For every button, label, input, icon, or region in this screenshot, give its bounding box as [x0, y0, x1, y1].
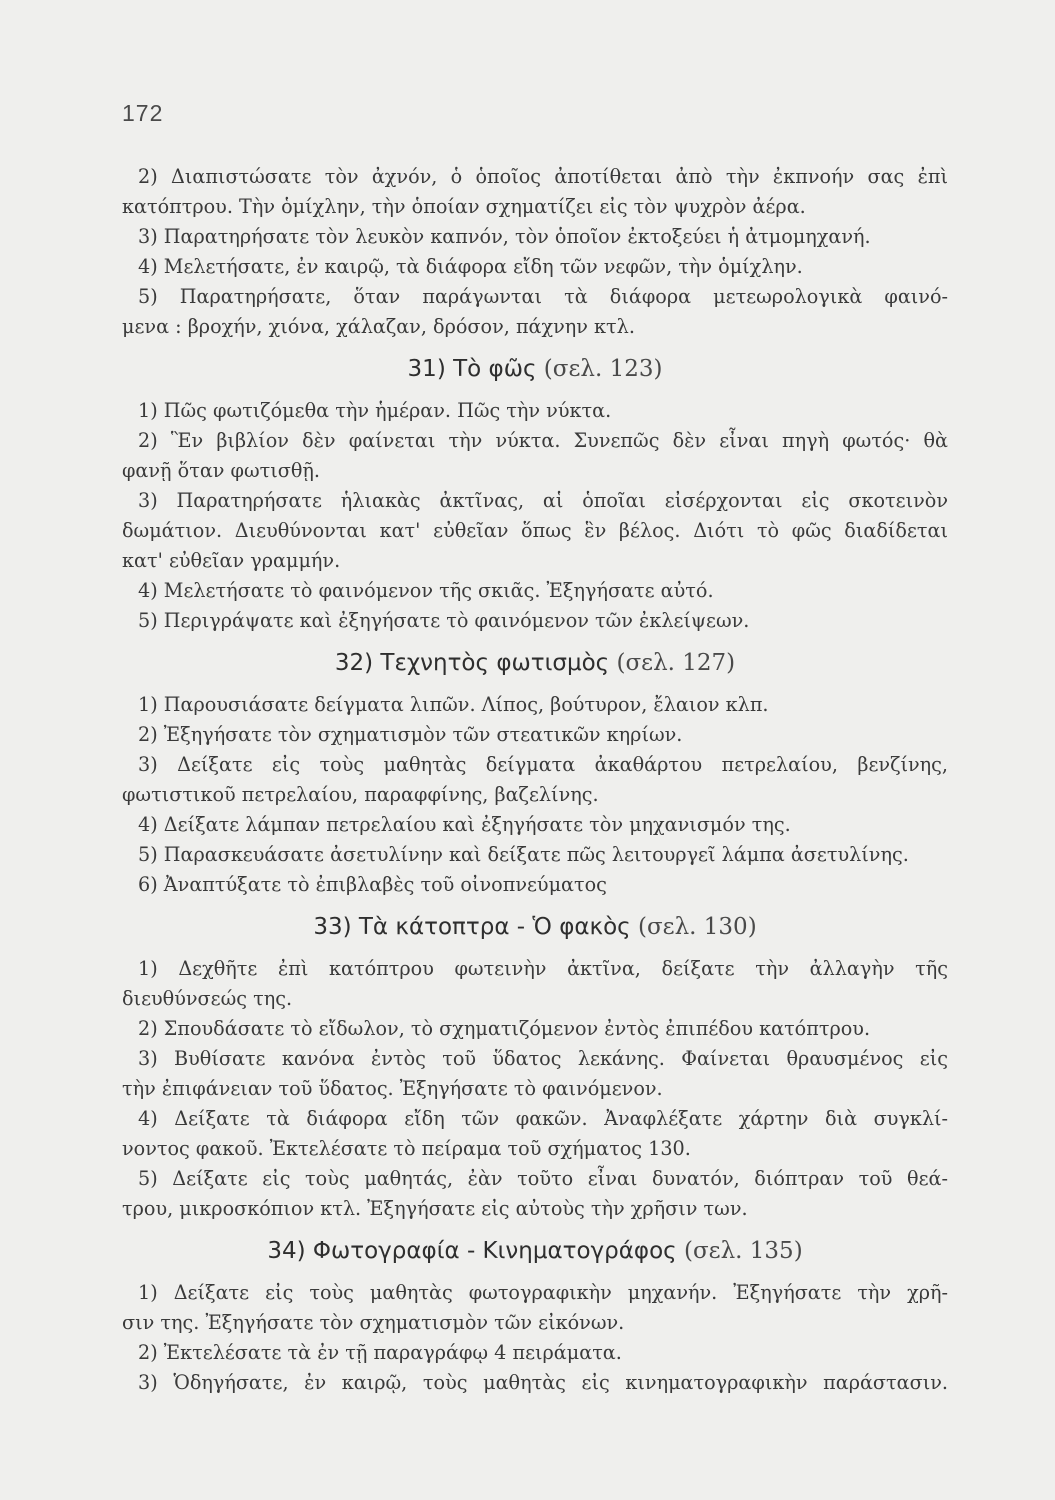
- text-line: 5) Δείξατε εἰς τοὺς μαθητάς, ἐὰν τοῦτο εἶναι δυνατόν, διόπτραν τοῦ θεά-: [138, 1167, 948, 1190]
- text-line: κατ' εὐθεῖαν γραμμήν.: [122, 549, 341, 572]
- section-heading: [122, 1236, 948, 1266]
- section-page-ref: (σελ. 127): [616, 650, 736, 676]
- section-page-ref: (σελ. 123): [543, 356, 663, 382]
- text-line: 3) Δείξατε εἰς τοὺς μαθητὰς δείγματα ἀκαθάρτου πετρελαίου, βενζίνης,: [138, 753, 948, 776]
- section-heading: [122, 912, 948, 942]
- text-line: 1) Δεχθῆτε ἐπὶ κατόπτρου φωτεινὴν ἀκτῖνα, δείξατε τὴν ἀλλαγὴν τῆς: [138, 957, 948, 980]
- text-line: διευθύνσεώς της.: [122, 987, 293, 1010]
- text-line: 3) Παρατηρήσατε τὸν λευκὸν καπνόν, τὸν ὁποῖον ἐκτοξεύει ἡ ἀτμομηχανή.: [138, 225, 871, 248]
- text-line: 6) Ἀναπτύξατε τὸ ἐπιβλαβὲς τοῦ οἰνοπνεύματος: [138, 873, 607, 896]
- text-line: 1) Πῶς φωτιζόμεθα τὴν ἡμέραν. Πῶς τὴν νύκτα.: [138, 399, 612, 422]
- text-line: κατόπτρου. Τὴν ὁμίχλην, τὴν ὁποίαν σχηματίζει εἰς τὸν ψυχρὸν ἀέρα.: [122, 195, 806, 218]
- text-line: τὴν ἐπιφάνειαν τοῦ ὕδατος. Ἐξηγήσατε τὸ φαινόμενον.: [122, 1077, 663, 1100]
- text-line: 2) Διαπιστώσατε τὸν ἀχνόν, ὁ ὁποῖος ἀποτίθεται ἀπὸ τὴν ἐκπνοήν σας ἐπὶ: [138, 165, 948, 188]
- text-line: 4) Δείξατε τὰ διάφορα εἴδη τῶν φακῶν. Ἀναφλέξατε χάρτην διὰ συγκλί-: [138, 1107, 948, 1130]
- text-line: 5) Παρατηρήσατε, ὅταν παράγωνται τὰ διάφορα μετεωρολογικὰ φαινό-: [138, 285, 948, 308]
- text-line: 3) Ὁδηγήσατε, ἐν καιρῷ, τοὺς μαθητὰς εἰς κινηματογραφικὴν παράστασιν.: [138, 1371, 948, 1394]
- text-line: 5) Παρασκευάσατε ἀσετυλίνην καὶ δείξατε πῶς λειτουργεῖ λάμπα ἀσετυλίνης.: [138, 843, 909, 866]
- text-line: 4) Μελετήσατε τὸ φαινόμενον τῆς σκιᾶς. Ἐξηγήσατε αὐτό.: [138, 579, 714, 602]
- text-line: 4) Δείξατε λάμπαν πετρελαίου καὶ ἐξηγήσατε τὸν μηχανισμόν της.: [138, 813, 791, 836]
- text-line: τρου, μικροσκόπιον κτλ. Ἐξηγήσατε εἰς αὐτοὺς τὴν χρῆσιν των.: [122, 1197, 748, 1220]
- text-line: σιν της. Ἐξηγήσατε τὸν σχηματισμὸν τῶν εἰκόνων.: [122, 1311, 625, 1334]
- text-line: 2) Ἐξηγήσατε τὸν σχηματισμὸν τῶν στεατικῶν κηρίων.: [138, 723, 683, 746]
- section-title: 32) Τεχνητὸς φωτισμὸς: [334, 650, 610, 676]
- section-page-ref: (σελ. 135): [684, 1238, 803, 1264]
- page-number: 172: [122, 100, 164, 126]
- text-line: φωτιστικοῦ πετρελαίου, παραφφίνης, βαζελίνης.: [122, 783, 599, 806]
- text-line: 4) Μελετήσατε, ἐν καιρῷ, τὰ διάφορα εἴδη τῶν νεφῶν, τὴν ὁμίχλην.: [138, 255, 803, 278]
- text-line: νοντος φακοῦ. Ἐκτελέσατε τὸ πείραμα τοῦ σχήματος 130.: [122, 1137, 691, 1160]
- text-line: δωμάτιον. Διευθύνονται κατ' εὐθεῖαν ὅπως ἓν βέλος. Διότι τὸ φῶς διαδίδεται: [122, 519, 948, 542]
- section-heading: [122, 354, 948, 384]
- section-heading: [122, 648, 948, 678]
- text-line: 2) Ἓν βιβλίον δὲν φαίνεται τὴν νύκτα. Συνεπῶς δὲν εἶναι πηγὴ φωτός· θὰ: [138, 429, 948, 452]
- text-line: 1) Δείξατε εἰς τοὺς μαθητὰς φωτογραφικὴν μηχανήν. Ἐξηγήσατε τὴν χρῆ-: [138, 1281, 948, 1304]
- text-line: 2) Ἐκτελέσατε τὰ ἐν τῇ παραγράφῳ 4 πειράματα.: [138, 1341, 622, 1364]
- text-line: 3) Βυθίσατε κανόνα ἐντὸς τοῦ ὕδατος λεκάνης. Φαίνεται θραυσμένος εἰς: [138, 1047, 948, 1070]
- section-title: 34) Φωτογραφία - Κινηματογράφος: [267, 1238, 677, 1264]
- text-line: 3) Παρατηρήσατε ἡλιακὰς ἀκτῖνας, αἱ ὁποῖαι εἰσέρχονται εἰς σκοτεινὸν: [138, 489, 948, 512]
- text-line: 1) Παρουσιάσατε δείγματα λιπῶν. Λίπος, βούτυρον, ἔλαιον κλπ.: [138, 693, 769, 716]
- text-line: 5) Περιγράψατε καὶ ἐξηγήσατε τὸ φαινόμενον τῶν ἐκλείψεων.: [138, 609, 750, 632]
- text-line: φανῇ ὅταν φωτισθῇ.: [122, 459, 321, 482]
- section-title: 33) Τὰ κάτοπτρα - Ὁ φακὸς: [313, 914, 631, 940]
- text-line: μενα : βροχήν, χιόνα, χάλαζαν, δρόσον, πάχνην κτλ.: [122, 315, 635, 338]
- page-body: [122, 162, 948, 1398]
- section-title: 31) Τὸ φῶς: [407, 356, 537, 382]
- section-page-ref: (σελ. 130): [638, 914, 757, 940]
- text-line: 2) Σπουδάσατε τὸ εἴδωλον, τὸ σχηματιζόμενον ἐντὸς ἐπιπέδου κατόπτρου.: [138, 1017, 871, 1040]
